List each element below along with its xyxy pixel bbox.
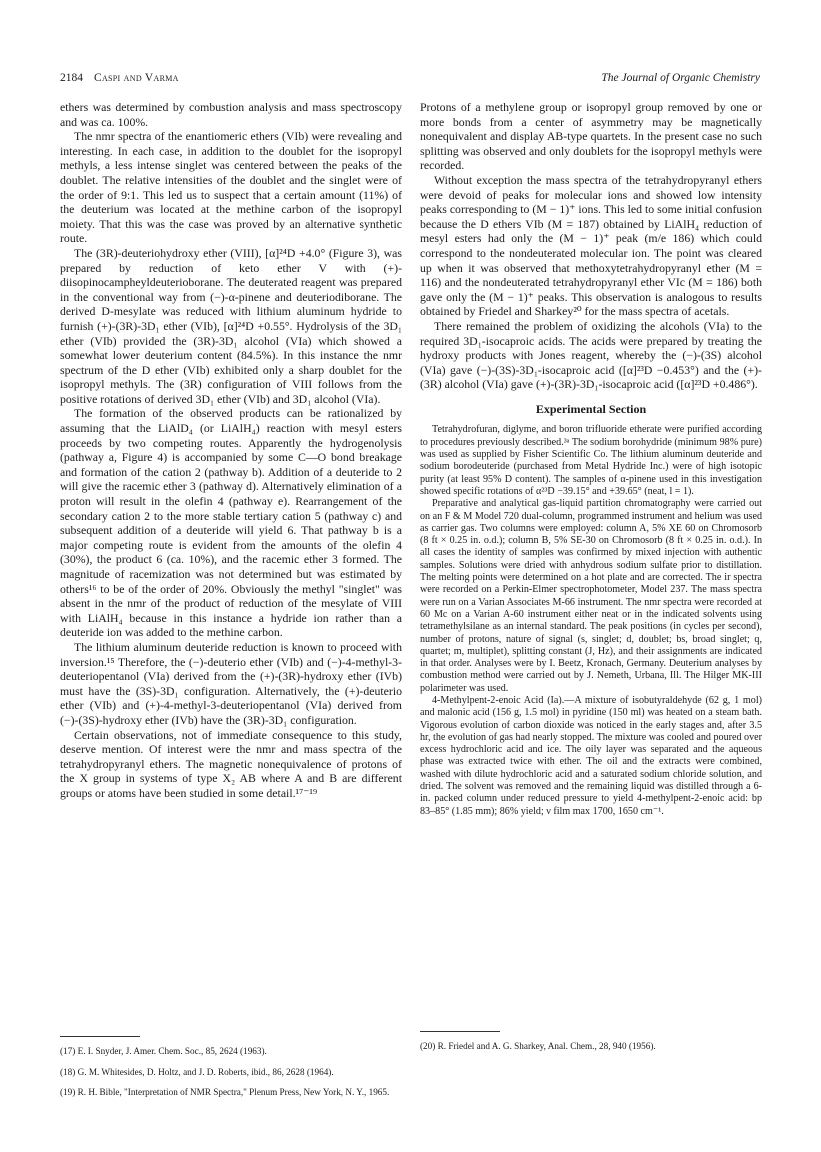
paragraph: Preparative and analytical gas-liquid partition chromatography were carried out on an F & M Model 720 dual-column, programmed instrument and helium was used as carrier gas. Two columns were employed: column A, 5% XE 60 on Chromosorb (8 ft × 0.25 in. o.d.); column B, 5% SE-30 on Chromosorb (8 ft × 0.25 in. o.d.). In all cases the identity of samples was confirmed by mixed injection with authentic samples. Solutions were dried with anhydrous sodium sulfate prior to distillation. The melting points were determined on a hot plate and are corrected. The ir spectra were recorded on a Perkin-Elmer spectrophotometer, Model 237. The mass spectra were run on a Varian Associates M-66 instrument. The nmr spectra were recorded at 60 Mc on a Varian A-60 instrument either neat or in the indicated solvents using tetramethylsilane as an internal standard. The peak positions (in cycles per second), number of protons, nature of signal (s, singlet; d, doublet; bs, broad singlet; q, quartet; m, multiplet), splitting constant (J, Hz), and their assignments are indicated in that order. Analyses were by I. Beetz, Kronach, Germany. Deuterium analyses by combustion method were carried out by J. Nemeth, Urbana, Ill. The Hilger MK-III polarimeter was used. — [420, 498, 762, 694]
paragraph: The nmr spectra of the enantiomeric ethers (VIb) were revealing and interesting. In each case, in addition to the doublet for the isopropyl methyls, a less intense singlet was centered between the peaks of the doublet. The relative intensities of the doublet and the singlet were of the order of 9:1. This led us to suspect that a certain amount (11%) of the deuterium was located at the methine carbon of the isopropyl moiety. That this was the case was proved by an alternative synthetic route. — [60, 129, 402, 246]
paragraph: 4-Methylpent-2-enoic Acid (Ia).—A mixture of isobutyraldehyde (62 g, 1 mol) and malonic acid (156 g, 1.5 mol) in pyridine (150 ml) was heated on a steam bath. Vigorous evolution of carbon dioxide was noticed in the early stages and, after 3.5 hr, the evolution of gas had nearly stopped. The mixture was cooled and poured over excess hydrochloric acid and ice. The oily layer was separated and the aqueous phase was extracted twice with ether. The oil and the extracts were combined, washed with dilute hydrochloric acid and a saturated sodium chloride solution, and dried. The solvent was removed and the remaining liquid was distilled through a 6-in. packed column under reduced pressure to yield 4-methylpent-2-enoic acid: bp 83–85° (1.85 mm); 86% yield; ν film max 1700, 1650 cm⁻¹. — [420, 695, 762, 817]
footnote-rule — [420, 1031, 500, 1032]
paragraph: The formation of the observed products can be rationalized by assuming that the LiAlD₄ (or LiAlH₄) reaction with mesyl esters proceeds by two competing routes. Apparently the hydrogenolysis (pathway a, Figure 4) is accompanied by some C—O bond breakage and formation of the cation 2 (pathway b). Addition of a deuteride to 2 will give the racemic ether 3 (pathway d). Alternatively elimination of a proton will result in the olefin 4 (pathway e). Rearrangement of the secondary cation 2 to the more stable tertiary cation 5 (pathway c) and subsequent addition of a deuteride will yield 6. That pathway b is a major competing route is evident from the amounts of the olefin 4 (30%), the product 6 (ca. 10%), and the racemic ether 3 formed. The magnitude of racemization was not determined but was estimated by others¹⁶ to be of the order of 20%. Obviously the methyl "singlet" was absent in the nmr of the product of reduction of the mesylate of VIII with LiAlH₄ because in this instance a hydride ion rather than a deuteride ion was added to the methine carbon. — [60, 406, 402, 640]
paragraph: Without exception the mass spectra of the tetrahydropyranyl ethers were devoid of peaks for molecular ions and showed low intensity peaks corresponding to (M − 1)⁺ ions. This led to some initial confusion because the D ethers VIb (M = 187) obtained by LiAlH₄ reduction of mesyl esters had only the (M − 1)⁺ peak (m/e 186) which could correspond to the nondeuterated molecular ion. The point was cleared up when it was observed that methoxytetrahydropyranyl ether (M = 116) and the nondeuterated tetrahydropyranyl ether VIc (M = 186) both gave only the (M − 1)⁺ peaks. This observation is analogous to results obtained by Friedel and Sharkey²⁰ for the mass spectra of acetals. — [420, 172, 762, 319]
paragraph: Tetrahydrofuran, diglyme, and boron trifluoride etherate were purified according to procedures previously described.³ᵃ The sodium borohydride (minimum 98% pure) was used as supplied by Fisher Scientific Co. The lithium aluminum deuteride and sodium borodeuteride (purchased from Metal Hydride Inc.) were of high isotopic purity (at least 95% D content). The samples of α-pinene used in this investigation showed specific rotations of α²³D −39.15° and +39.65° (neat, l = 1). — [420, 424, 762, 497]
page-number: 2184 — [60, 72, 83, 84]
journal-title: The Journal of Organic Chemistry — [601, 72, 760, 84]
left-footnotes — [60, 1030, 402, 1107]
paragraph: The lithium aluminum deuteride reduction is known to proceed with inversion.¹⁵ Therefore, the (−)-deuterio ether (VIb) and (−)-4-methyl-3-deuteriopentanol (VIa) derived from the (+)-(3R)-hydroxy ether (IVb) must have the (3S)-3D₁ configuration. Alternatively, the (+)-deuterio ether (VIb) and (+)-4-methyl-3-deuteriopentanol (VIa) derived from (−)-(3S)-hydroxy ether (IVb) have the (3R)-3D₁ configuration. — [60, 639, 402, 727]
section-heading: Experimental Section — [535, 401, 647, 416]
paragraph: Protons of a methylene group or isopropyl group removed by one or more bonds from a center of asymmetry may be magnetically nonequivalent and display AB-type quartets. In the present case no such splitting was observed and only doublets for the isopropyl methyls were recorded. — [420, 100, 762, 173]
experimental-section — [420, 424, 762, 818]
paragraph: Certain observations, not of immediate consequence to this study, deserve mention. Of interest were the nmr and mass spectra of the tetrahydropyranyl ethers. The magnetic nonequivalence of protons of the X group in systems of type X₂ AB where A and B are different groups or atoms have been studied in some detail.¹⁷⁻¹⁹ — [60, 727, 402, 800]
left-column — [60, 100, 402, 801]
footnote: (17) E. I. Snyder, J. Amer. Chem. Soc., 85, 2624 (1963). — [60, 1046, 267, 1057]
paragraph: There remained the problem of oxidizing the alcohols (VIa) to the required 3D₁-isocaproic acids. The acids were prepared by treating the hydroxy products with Jones reagent, whereby the (−)-(3S) alcohol (VIa) gave (−)-(3S)-3D₁-isocaproic acid ([α]²³D −0.453°) and the (+)-(3R) alcohol (VIa) gave (+)-(3R)-3D₁-isocaproic acid ([α]²³D +0.486°). — [420, 318, 762, 392]
footnote: (19) R. H. Bible, "Interpretation of NMR Spectra," Plenum Press, New York, N. Y., 1965. — [60, 1086, 390, 1097]
page-header — [60, 72, 760, 88]
right-column — [420, 100, 762, 818]
footnote-rule — [60, 1036, 140, 1037]
running-authors: Caspi and Varma — [94, 72, 179, 84]
right-footnotes — [420, 1025, 762, 1062]
paragraph: ethers was determined by combustion analysis and mass spectroscopy and was ca. 100%. — [60, 100, 402, 129]
paragraph: The (3R)-deuteriohydroxy ether (VIII), [α]²⁴D +4.0° (Figure 3), was prepared by reduction of keto ether V with (+)-diisopinocampheyldeuterioborane. The deuterated reagent was prepared in the conventional way from (−)-α-pinene and deuteriodiborane. The derived D-mesylate was reduced with lithium aluminum hydride to furnish (+)-(3R)-3D₁ ether (VIb), [α]²⁴D +0.55°. Hydrolysis of the 3D₁ ether (VIb) provided the (3R)-3D₁ alcohol (VIa) which showed a somewhat lower deuterium content (84.5%). In this instance the nmr spectrum of the D ether (VIb) exhibited only a sharp doublet for the isopropyl methyls. The (3R) configuration of VIII follows from the positive rotations of derived 3D₁ ether (VIb) and 3D₁ alcohol (VIa). — [60, 245, 402, 406]
footnote: (20) R. Friedel and A. G. Sharkey, Anal. Chem., 28, 940 (1956). — [420, 1041, 656, 1052]
footnote: (18) G. M. Whitesides, D. Holtz, and J. D. Roberts, ibid., 86, 2628 (1964). — [60, 1066, 334, 1077]
